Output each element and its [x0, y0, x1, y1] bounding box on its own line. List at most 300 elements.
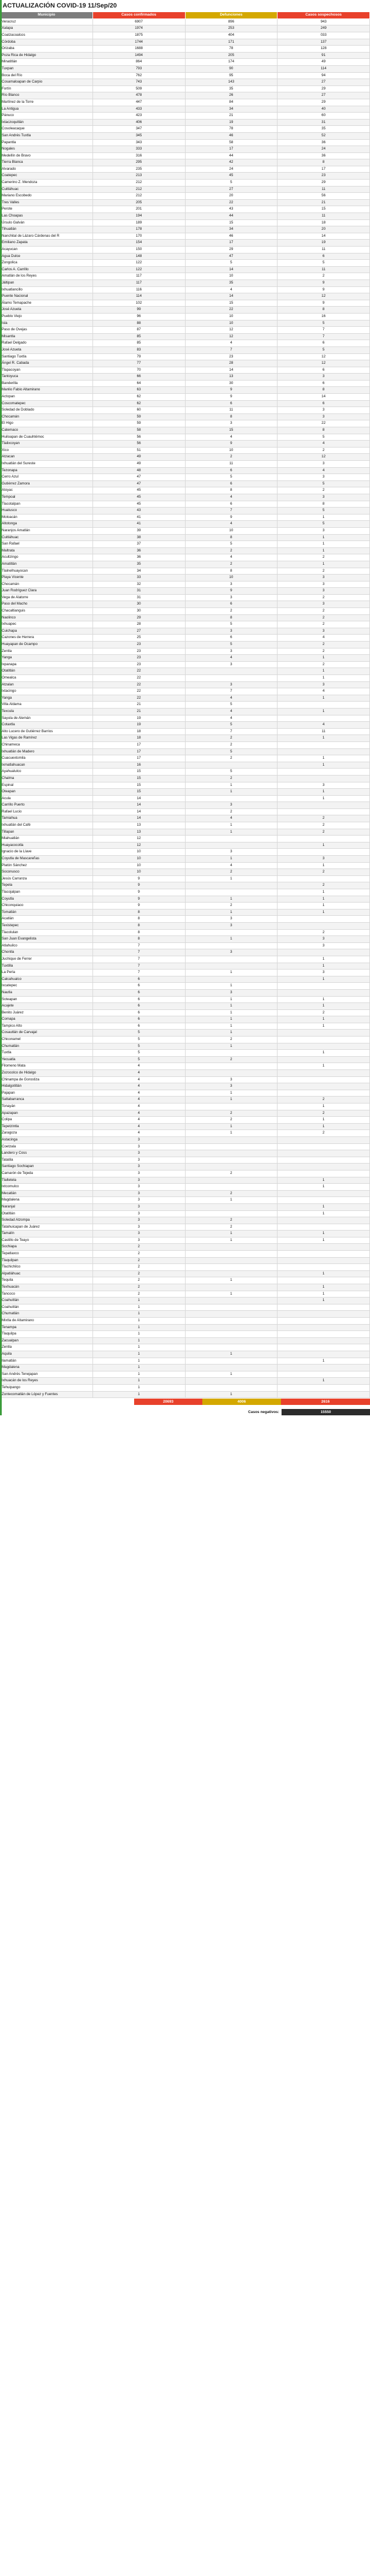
cell-municipio: Cosoleacaque: [1, 126, 93, 133]
table-row: [1, 1070, 370, 1077]
cell-sospechosos: 1: [278, 963, 370, 970]
table-row: [1, 708, 370, 715]
cell-confirmados: 117: [92, 273, 185, 280]
cell-sospechosos: 1: [278, 1184, 370, 1191]
table-row: [1, 52, 370, 59]
table-row: [1, 159, 370, 166]
cell-municipio: Chumatlán: [1, 1311, 93, 1318]
cell-municipio: Xalapa: [1, 25, 93, 32]
cell-confirmados: 18: [92, 735, 185, 742]
cell-municipio: Tres Valles: [1, 199, 93, 206]
cell-municipio: Amatitlán: [1, 561, 93, 568]
cell-sospechosos: 1: [278, 1123, 370, 1130]
cell-municipio: Texhuacán: [1, 1284, 93, 1291]
cell-defunciones: [185, 1063, 278, 1070]
table-row: [1, 126, 370, 133]
cell-municipio: Alpatláhuac: [1, 1270, 93, 1277]
total-confirmados: 20693: [134, 1399, 202, 1405]
cell-sospechosos: 56: [278, 193, 370, 200]
header-municipio: Municipio: [1, 12, 93, 19]
cell-sospechosos: 1: [278, 675, 370, 682]
cell-sospechosos: 29: [278, 180, 370, 187]
cell-defunciones: 1: [185, 829, 278, 836]
cell-sospechosos: 4: [278, 635, 370, 642]
cell-defunciones: 2: [185, 547, 278, 554]
cell-confirmados: 37: [92, 541, 185, 548]
cell-sospechosos: 3: [278, 581, 370, 588]
table-row: [1, 922, 370, 929]
cell-confirmados: 2: [92, 1251, 185, 1258]
cell-defunciones: 3: [185, 594, 278, 601]
cell-confirmados: 1: [92, 1337, 185, 1344]
cell-municipio: Naolinco: [1, 614, 93, 621]
table-row: [1, 1351, 370, 1358]
cell-confirmados: 4: [92, 1076, 185, 1083]
table-row: [1, 909, 370, 916]
cell-confirmados: 114: [92, 293, 185, 300]
cell-defunciones: 4: [185, 434, 278, 441]
cell-sospechosos: [278, 1324, 370, 1331]
cell-sospechosos: 114: [278, 65, 370, 72]
cell-municipio: Zacualpan: [1, 1337, 93, 1344]
table-row: [1, 1291, 370, 1298]
cell-confirmados: 12: [92, 842, 185, 849]
cell-defunciones: 35: [185, 85, 278, 92]
table-row: [1, 1358, 370, 1365]
cell-sospechosos: 1: [278, 735, 370, 742]
cell-confirmados: 116: [92, 286, 185, 293]
table-row: [1, 260, 370, 267]
cell-sospechosos: 1: [278, 1003, 370, 1010]
cell-municipio: Ixmatlahuacan: [1, 762, 93, 769]
cell-confirmados: 8: [92, 936, 185, 943]
negatives-value: 15550: [282, 1409, 370, 1415]
table-row: [1, 199, 370, 206]
cell-sospechosos: 1: [278, 514, 370, 521]
cell-sospechosos: 3: [278, 575, 370, 581]
cell-confirmados: 6: [92, 1009, 185, 1016]
table-row: [1, 762, 370, 769]
table-row: [1, 420, 370, 427]
cell-defunciones: 1: [185, 1016, 278, 1023]
cell-sospechosos: 1: [278, 1298, 370, 1304]
cell-sospechosos: [278, 1365, 370, 1371]
cell-municipio: Astacinga: [1, 1136, 93, 1143]
cell-municipio: Cerro Azul: [1, 474, 93, 481]
cell-municipio: Úrsulo Galván: [1, 219, 93, 226]
table-row: [1, 474, 370, 481]
cell-sospechosos: 2: [278, 822, 370, 829]
table-row: [1, 581, 370, 588]
cell-confirmados: 1875: [92, 32, 185, 39]
cell-municipio: Platón Sánchez: [1, 862, 93, 869]
cell-municipio: La Perla: [1, 970, 93, 976]
cell-sospechosos: 23: [278, 173, 370, 180]
table-row: [1, 668, 370, 675]
table-row: [1, 1117, 370, 1124]
cell-sospechosos: 1: [278, 1237, 370, 1244]
cell-confirmados: 32: [92, 581, 185, 588]
cell-confirmados: 4: [92, 1083, 185, 1090]
cell-municipio: Zozocolco de Hidalgo: [1, 1070, 93, 1077]
cell-confirmados: 48: [92, 467, 185, 474]
cell-confirmados: 99: [92, 307, 185, 314]
cell-municipio: Córdoba: [1, 39, 93, 46]
cell-defunciones: 84: [185, 99, 278, 106]
header-defunciones: Defunciones: [185, 12, 278, 19]
table-row: [1, 346, 370, 353]
cell-confirmados: 77: [92, 360, 185, 367]
cell-defunciones: 13: [185, 374, 278, 381]
cell-confirmados: 3: [92, 1157, 185, 1164]
cell-municipio: Xico: [1, 447, 93, 454]
cell-defunciones: [185, 1298, 278, 1304]
table-row: [1, 394, 370, 401]
table-row: [1, 942, 370, 949]
cell-municipio: Ilamatlán: [1, 1358, 93, 1365]
cell-sospechosos: 2: [278, 1097, 370, 1104]
cell-confirmados: 39: [92, 527, 185, 534]
cell-confirmados: 47: [92, 480, 185, 487]
cell-municipio: Santiago Sochiapan: [1, 1164, 93, 1170]
cell-municipio: Juan Rodríguez Clara: [1, 588, 93, 595]
cell-defunciones: 2: [185, 1037, 278, 1043]
cell-municipio: Tamalín: [1, 1231, 93, 1237]
cell-municipio: Comapa: [1, 1016, 93, 1023]
cell-sospechosos: 12: [278, 293, 370, 300]
table-row: [1, 434, 370, 441]
negatives-row: [0, 1409, 370, 1415]
cell-defunciones: [185, 1365, 278, 1371]
cell-confirmados: 85: [92, 333, 185, 340]
table-row: [1, 521, 370, 528]
cell-defunciones: 4: [185, 340, 278, 347]
cell-confirmados: 10: [92, 856, 185, 863]
cell-confirmados: 150: [92, 247, 185, 254]
cell-confirmados: 1: [92, 1391, 185, 1398]
cell-defunciones: 2: [185, 741, 278, 748]
cell-sospechosos: 1: [278, 1210, 370, 1217]
cell-municipio: Tehuipango: [1, 1384, 93, 1391]
table-row: [1, 541, 370, 548]
cell-defunciones: [185, 1324, 278, 1331]
table-row: [1, 508, 370, 515]
cell-sospechosos: 2: [278, 273, 370, 280]
table-row: [1, 601, 370, 608]
cell-sospechosos: [278, 1331, 370, 1338]
cell-municipio: Apazapan: [1, 1110, 93, 1117]
table-row: [1, 213, 370, 220]
cell-confirmados: 2: [92, 1284, 185, 1291]
table-row: [1, 1298, 370, 1304]
cell-municipio: Naranjal: [1, 1203, 93, 1210]
cell-municipio: Hidalgotitlán: [1, 1083, 93, 1090]
cell-defunciones: 5: [185, 642, 278, 648]
cell-sospechosos: 17: [278, 166, 370, 173]
cell-municipio: Tuxtla: [1, 1050, 93, 1057]
cell-defunciones: 1: [185, 936, 278, 943]
cell-municipio: Moloacán: [1, 514, 93, 521]
cell-defunciones: 1: [185, 856, 278, 863]
cell-municipio: Las Vigas de Ramírez: [1, 735, 93, 742]
cell-sospechosos: 20: [278, 226, 370, 233]
cell-defunciones: 17: [185, 146, 278, 153]
cell-defunciones: 6: [185, 480, 278, 487]
cell-sospechosos: 3: [278, 936, 370, 943]
table-row: [1, 735, 370, 742]
cell-sospechosos: 2: [278, 929, 370, 936]
cell-confirmados: 2: [92, 1277, 185, 1284]
cell-municipio: Tihuatlán: [1, 226, 93, 233]
cell-municipio: Chumatlán: [1, 1043, 93, 1050]
cell-confirmados: 64: [92, 380, 185, 387]
cell-municipio: Tlalnelhuayocan: [1, 568, 93, 575]
cell-confirmados: 148: [92, 253, 185, 260]
cell-confirmados: 1: [92, 1351, 185, 1358]
table-row: [1, 467, 370, 474]
cell-confirmados: 2: [92, 1257, 185, 1264]
table-row: [1, 1365, 370, 1371]
cell-confirmados: 447: [92, 99, 185, 106]
cell-sospechosos: 9: [278, 300, 370, 307]
cell-defunciones: 4: [185, 521, 278, 528]
cell-municipio: Calcahualco: [1, 976, 93, 983]
cell-confirmados: 6: [92, 976, 185, 983]
cell-defunciones: 15: [185, 300, 278, 307]
cell-municipio: Ángel R. Cabada: [1, 360, 93, 367]
cell-municipio: Martínez de la Torre: [1, 99, 93, 106]
cell-confirmados: 347: [92, 126, 185, 133]
cell-defunciones: 46: [185, 233, 278, 240]
cell-confirmados: 19: [92, 722, 185, 729]
cell-municipio: Ixpanapa: [1, 661, 93, 668]
cell-sospechosos: 36: [278, 152, 370, 159]
cell-municipio: Tequila: [1, 1277, 93, 1284]
cell-defunciones: 7: [185, 688, 278, 695]
cell-sospechosos: 11: [278, 266, 370, 273]
cell-sospechosos: 1: [278, 976, 370, 983]
cell-defunciones: 2: [185, 775, 278, 782]
cell-sospechosos: [278, 1170, 370, 1177]
cell-confirmados: 333: [92, 146, 185, 153]
cell-defunciones: [185, 1304, 278, 1311]
cell-defunciones: 78: [185, 46, 278, 53]
cell-sospechosos: 1: [278, 1378, 370, 1385]
cell-defunciones: 7: [185, 728, 278, 735]
table-row: [1, 1063, 370, 1070]
cell-confirmados: 5: [92, 1037, 185, 1043]
cell-confirmados: 117: [92, 279, 185, 286]
cell-defunciones: 20: [185, 193, 278, 200]
totals-row: [0, 1399, 370, 1409]
cell-municipio: Tuxpan: [1, 65, 93, 72]
cell-confirmados: 7: [92, 970, 185, 976]
cell-sospechosos: [278, 1083, 370, 1090]
cell-confirmados: 29: [92, 614, 185, 621]
cell-defunciones: [185, 842, 278, 849]
cell-municipio: Otatitlán: [1, 668, 93, 675]
cell-confirmados: 15: [92, 775, 185, 782]
table-row: [1, 916, 370, 923]
cell-municipio: Chontla: [1, 949, 93, 956]
cell-defunciones: [185, 1070, 278, 1077]
table-row: [1, 18, 370, 25]
table-row: [1, 307, 370, 314]
cell-confirmados: 14: [92, 808, 185, 815]
cell-confirmados: 10: [92, 862, 185, 869]
cell-municipio: Tlalixcoyan: [1, 441, 93, 448]
cell-defunciones: 1: [185, 1097, 278, 1104]
cell-sospechosos: 9: [278, 286, 370, 293]
cell-municipio: Magdalena: [1, 1365, 93, 1371]
cell-sospechosos: 11: [278, 186, 370, 193]
cell-confirmados: 10: [92, 849, 185, 856]
cell-municipio: Sayula de Alemán: [1, 715, 93, 722]
cell-defunciones: 43: [185, 206, 278, 213]
cell-confirmados: 189: [92, 219, 185, 226]
table-row: [1, 862, 370, 869]
cell-confirmados: 30: [92, 608, 185, 615]
cell-confirmados: 295: [92, 159, 185, 166]
table-row: [1, 1264, 370, 1271]
table-row: [1, 380, 370, 387]
cell-confirmados: 3: [92, 1224, 185, 1231]
cell-defunciones: 8: [185, 487, 278, 494]
cell-defunciones: 35: [185, 279, 278, 286]
cell-confirmados: 194: [92, 213, 185, 220]
cell-confirmados: 1: [92, 1298, 185, 1304]
cell-municipio: Omealca: [1, 675, 93, 682]
table-row: [1, 454, 370, 461]
cell-sospechosos: 60: [278, 113, 370, 120]
cell-confirmados: 1: [92, 1365, 185, 1371]
cell-defunciones: 404: [185, 32, 278, 39]
cell-defunciones: [185, 976, 278, 983]
cell-sospechosos: [278, 1090, 370, 1097]
cell-sospechosos: 1: [278, 909, 370, 916]
table-row: [1, 85, 370, 92]
table-row: [1, 1237, 370, 1244]
cell-sospechosos: [278, 989, 370, 996]
cell-defunciones: 11: [185, 461, 278, 468]
cell-sospechosos: 2: [278, 594, 370, 601]
table-row: [1, 748, 370, 755]
table-row: [1, 413, 370, 420]
cell-defunciones: [185, 1264, 278, 1271]
cell-municipio: Cosamaloapan de Carpio: [1, 79, 93, 86]
table-row: [1, 1371, 370, 1378]
cell-defunciones: 22: [185, 307, 278, 314]
cell-defunciones: [185, 956, 278, 963]
cell-confirmados: 5: [92, 1030, 185, 1037]
cell-sospechosos: 2: [278, 815, 370, 822]
cell-municipio: Manlio Fabio Altamirano: [1, 387, 93, 394]
cell-defunciones: 2: [185, 808, 278, 815]
cell-confirmados: 2: [92, 1270, 185, 1277]
cell-municipio: Tierra Blanca: [1, 159, 93, 166]
cell-sospechosos: [278, 1143, 370, 1150]
table-row: [1, 1164, 370, 1170]
table-row: [1, 795, 370, 802]
cell-confirmados: 1: [92, 1378, 185, 1385]
cell-defunciones: [185, 1244, 278, 1251]
cell-sospechosos: 1: [278, 1177, 370, 1184]
cell-defunciones: [185, 1284, 278, 1291]
cell-municipio: Perote: [1, 206, 93, 213]
cell-confirmados: 70: [92, 367, 185, 374]
cell-municipio: Benito Juárez: [1, 1009, 93, 1016]
cell-sospechosos: 2: [278, 554, 370, 561]
table-row: [1, 72, 370, 79]
cell-defunciones: [185, 795, 278, 802]
cell-sospechosos: 11: [278, 213, 370, 220]
cell-defunciones: 2: [185, 454, 278, 461]
cell-municipio: Yecuatla: [1, 1056, 93, 1063]
table-row: [1, 360, 370, 367]
cell-sospechosos: [278, 808, 370, 815]
cell-defunciones: 3: [185, 916, 278, 923]
table-head: [1, 0, 370, 18]
cell-defunciones: 4: [185, 715, 278, 722]
cell-sospechosos: 3: [278, 413, 370, 420]
table-row: [1, 113, 370, 120]
table-row: [1, 1217, 370, 1224]
cell-sospechosos: [278, 1277, 370, 1284]
cell-municipio: Castillo de Teayo: [1, 1237, 93, 1244]
cell-sospechosos: 4: [278, 688, 370, 695]
table-row: [1, 1257, 370, 1264]
cell-defunciones: [185, 889, 278, 896]
cell-defunciones: 6: [185, 501, 278, 508]
table-row: [1, 139, 370, 146]
cell-sospechosos: 6: [278, 367, 370, 374]
cell-confirmados: 6907: [92, 18, 185, 25]
cell-municipio: Saltabarranca: [1, 1097, 93, 1104]
cell-defunciones: 5: [185, 621, 278, 628]
title-row: [1, 0, 370, 12]
cell-sospechosos: 3: [278, 474, 370, 481]
cell-confirmados: 7: [92, 949, 185, 956]
cell-defunciones: [185, 963, 278, 970]
cell-sospechosos: 943: [278, 18, 370, 25]
cell-municipio: Huayapan de Ocampo: [1, 642, 93, 648]
table-row: [1, 367, 370, 374]
cell-defunciones: 12: [185, 327, 278, 334]
cell-sospechosos: 29: [278, 99, 370, 106]
table-row: [1, 1318, 370, 1325]
table-row: [1, 233, 370, 240]
cell-defunciones: 3: [185, 949, 278, 956]
negatives-label: Casos negativos:: [0, 1409, 282, 1415]
cell-municipio: Chacaltianguis: [1, 608, 93, 615]
table-row: [1, 836, 370, 842]
cell-defunciones: [185, 1203, 278, 1210]
cell-sospechosos: 18: [278, 219, 370, 226]
cell-sospechosos: 94: [278, 72, 370, 79]
cell-defunciones: 44: [185, 213, 278, 220]
table-row: [1, 1331, 370, 1338]
total-defunciones: 4006: [202, 1399, 281, 1405]
cell-sospechosos: 5: [278, 260, 370, 267]
cell-sospechosos: 3: [278, 494, 370, 501]
cell-sospechosos: 12: [278, 360, 370, 367]
table-row: [1, 534, 370, 541]
cell-sospechosos: 1: [278, 762, 370, 769]
cell-defunciones: [185, 1311, 278, 1318]
table-row: [1, 1150, 370, 1157]
table-row: [1, 822, 370, 829]
header-sospechosos: Casos sospechosos: [278, 12, 370, 19]
